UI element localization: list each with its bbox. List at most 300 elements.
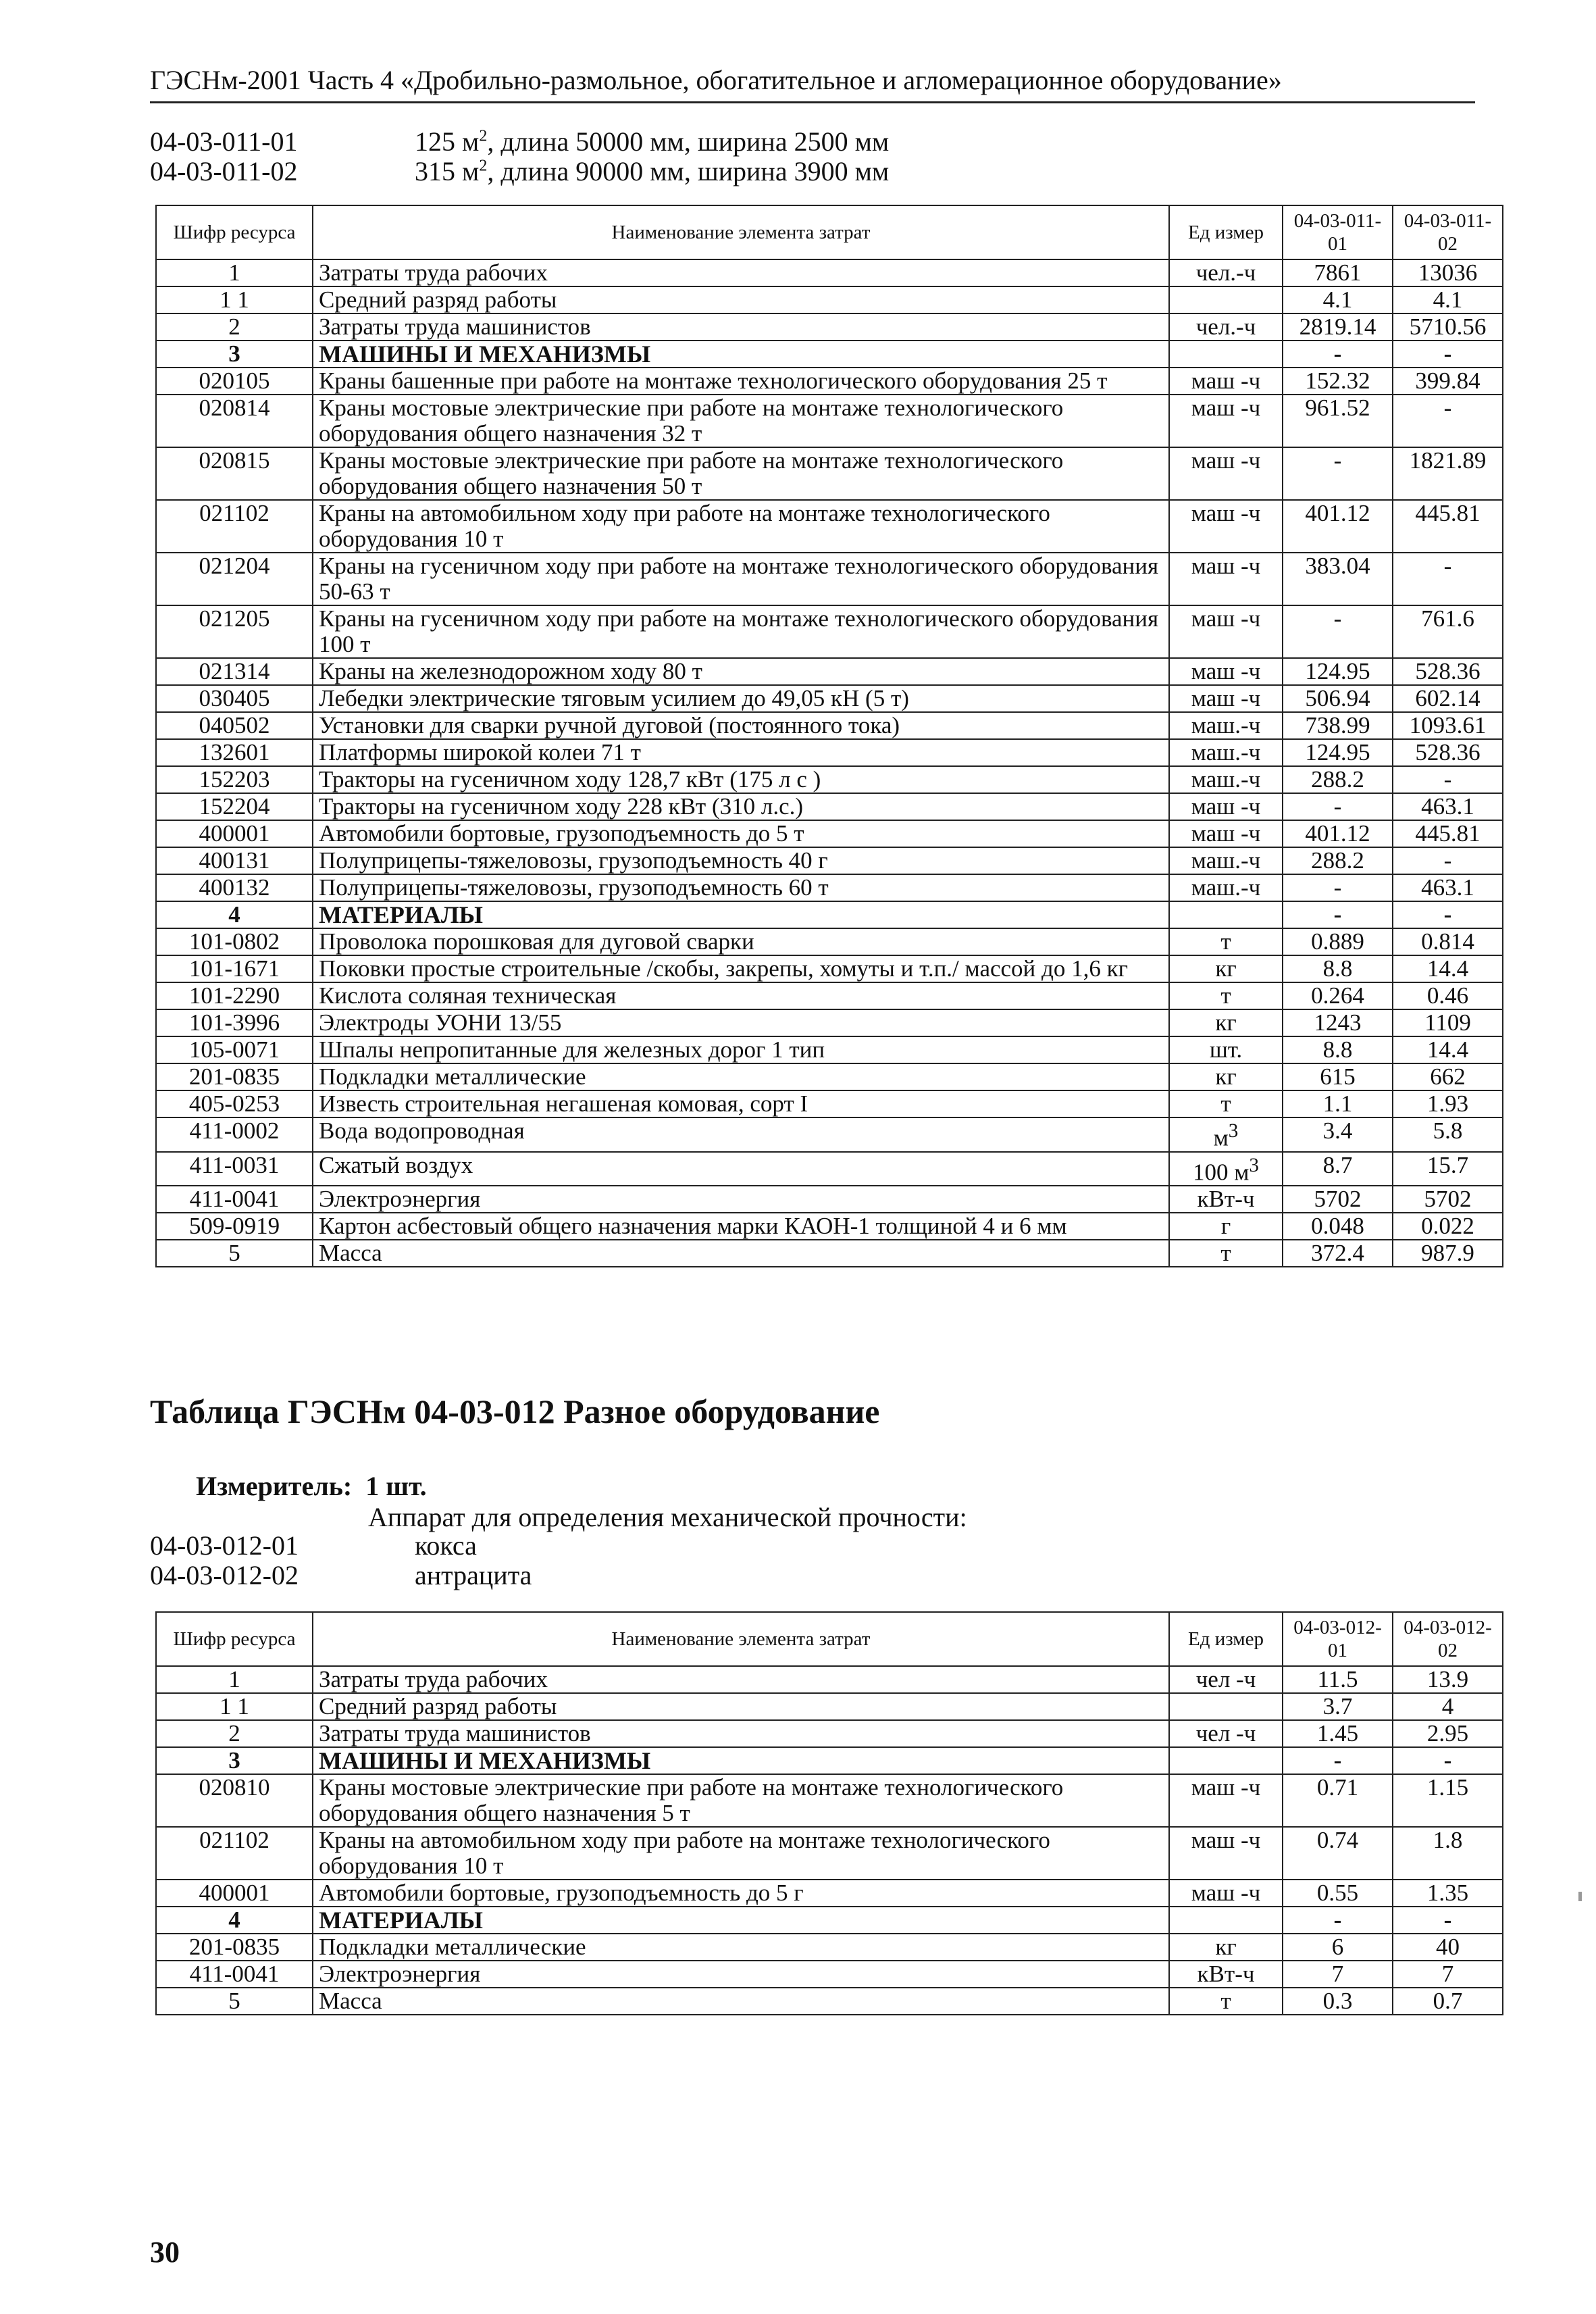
cell-code: 509-0919	[156, 1213, 313, 1240]
variant-desc	[415, 1561, 532, 1590]
table-row	[156, 1009, 1503, 1036]
cell-value-1: 6	[1283, 1934, 1393, 1961]
running-header: ГЭСНм-2001 Часть 4 «Дробильно-размольное, обогатительное и агломерационное оборудование»	[150, 64, 1475, 103]
cell-name: МАТЕРИАЛЫ	[313, 901, 1169, 928]
cell-code: 1 1	[156, 1693, 313, 1720]
cell-unit	[1169, 1880, 1283, 1907]
header-name: Наименование элемента затрат	[313, 205, 1169, 259]
cell-code: 5	[156, 1240, 313, 1267]
table-row	[156, 1063, 1503, 1090]
cell-code: 152204	[156, 793, 313, 820]
cell-value-1: 8.8	[1283, 955, 1393, 982]
table2-variant-list	[150, 1531, 532, 1590]
cell-value-1: 288.2	[1283, 766, 1393, 793]
cell-unit	[1169, 1720, 1283, 1747]
table-row	[156, 259, 1503, 286]
cell-value-1: 3.7	[1283, 1693, 1393, 1720]
variant-desc	[415, 1531, 477, 1561]
cell-unit	[1169, 259, 1283, 286]
cell-value-1: 0.3	[1283, 1988, 1393, 2015]
cell-code: 3	[156, 341, 313, 368]
cell-name: Кислота соляная техническая	[313, 982, 1169, 1009]
header-unit: Ед измер	[1169, 1612, 1283, 1666]
cell-value-1: -	[1283, 793, 1393, 820]
cost-table-04-03-012	[155, 1611, 1503, 2015]
device-caption: Аппарат для определения механической прочности:	[368, 1502, 967, 1532]
cell-code: 101-1671	[156, 955, 313, 982]
cell-name: Подкладки металлические	[313, 1063, 1169, 1090]
cell-unit-text: т	[1220, 1240, 1231, 1267]
variant-row	[150, 1531, 532, 1561]
table-row	[156, 1213, 1503, 1240]
cell-value-1: 152.32	[1283, 368, 1393, 395]
cell-value-1: -	[1283, 341, 1393, 368]
cell-value-1: -	[1283, 1907, 1393, 1934]
cell-value-1: -	[1283, 1747, 1393, 1774]
cell-value-1: 372.4	[1283, 1240, 1393, 1267]
cell-unit	[1169, 1063, 1283, 1090]
variant-code: 04-03-012-02	[150, 1560, 299, 1590]
cell-name: Полуприцепы-тяжеловозы, грузоподъемность 40 г	[313, 847, 1169, 874]
cell-unit-text: чел.-ч	[1195, 313, 1256, 340]
table-row	[156, 1117, 1503, 1152]
header-code: Шифр ресурса	[156, 1612, 313, 1666]
cell-unit	[1169, 820, 1283, 847]
cell-unit-text: маш -ч	[1191, 605, 1261, 632]
cell-unit	[1169, 874, 1283, 901]
cell-value-2: 445.81	[1393, 820, 1503, 847]
cell-unit-text: чел -ч	[1195, 1666, 1256, 1692]
cell-unit-sup: 3	[1249, 1154, 1259, 1176]
cell-unit	[1169, 1240, 1283, 1267]
cell-unit	[1169, 658, 1283, 685]
cell-unit	[1169, 685, 1283, 712]
cell-name: Краны на железнодорожном ходу 80 т	[313, 658, 1169, 685]
cell-value-1: 383.04	[1283, 553, 1393, 605]
cell-code: 1 1	[156, 286, 313, 313]
page-number: 30	[150, 2236, 180, 2269]
variant-desc-text: , длина 90000 мм, ширина 3900 мм	[487, 156, 890, 186]
cell-unit	[1169, 1666, 1283, 1693]
cell-name: Проволока порошковая для дуговой сварки	[313, 928, 1169, 955]
cell-value-1: 401.12	[1283, 500, 1393, 553]
cell-code: 020815	[156, 447, 313, 500]
table-row	[156, 685, 1503, 712]
cell-value-2: 602.14	[1393, 685, 1503, 712]
cell-value-1: 8.7	[1283, 1152, 1393, 1186]
table-row	[156, 847, 1503, 874]
cell-value-1: 1.1	[1283, 1090, 1393, 1117]
cell-unit	[1169, 1934, 1283, 1961]
cell-unit-text: маш.-ч	[1191, 874, 1261, 901]
cell-value-1: 4.1	[1283, 286, 1393, 313]
cell-name: Подкладки металлические	[313, 1934, 1169, 1961]
cell-value-1: 0.889	[1283, 928, 1393, 955]
cell-value-2: 4	[1393, 1693, 1503, 1720]
section-row	[156, 1747, 1503, 1774]
cell-unit-text: шт.	[1209, 1036, 1243, 1063]
cell-unit-text: т	[1220, 1988, 1231, 2014]
table-row	[156, 1961, 1503, 1988]
table-row	[156, 500, 1503, 553]
table-row	[156, 874, 1503, 901]
table-row	[156, 313, 1503, 341]
cell-name: Шпалы непропитанные для железных дорог 1 тип	[313, 1036, 1169, 1063]
cell-name: Автомобили бортовые, грузоподъемность до 5 г	[313, 1880, 1169, 1907]
cell-unit	[1169, 712, 1283, 739]
cell-value-2: -	[1393, 847, 1503, 874]
cell-value-1: 401.12	[1283, 820, 1393, 847]
cell-name: Картон асбестовый общего назначения марки КАОН-1 толщиной 4 и 6 мм	[313, 1213, 1169, 1240]
cell-unit	[1169, 982, 1283, 1009]
variant-desc-text: 125 м	[415, 126, 480, 157]
cell-unit	[1169, 1213, 1283, 1240]
cell-unit	[1169, 500, 1283, 553]
cell-unit-sup: 3	[1228, 1120, 1239, 1142]
cell-name: Электроэнергия	[313, 1961, 1169, 1988]
cell-unit	[1169, 1009, 1283, 1036]
cell-unit-text: м	[1213, 1124, 1229, 1151]
cell-unit-text: г	[1220, 1213, 1231, 1240]
cell-value-1: 615	[1283, 1063, 1393, 1090]
cell-value-1: 738.99	[1283, 712, 1393, 739]
table-row	[156, 1152, 1503, 1186]
cell-name: Краны на гусеничном ходу при работе на монтаже технологического оборудования 50-63 т	[313, 553, 1169, 605]
variant-desc-text: , длина 50000 мм, ширина 2500 мм	[487, 126, 890, 157]
cell-name: Краны на автомобильном ходу при работе на монтаже технологического оборудования 10 т	[313, 500, 1169, 553]
table-row	[156, 368, 1503, 395]
table-row	[156, 982, 1503, 1009]
table-row	[156, 820, 1503, 847]
cell-code: 405-0253	[156, 1090, 313, 1117]
cell-code: 411-0002	[156, 1117, 313, 1152]
cell-code: 4	[156, 901, 313, 928]
cell-code: 021205	[156, 605, 313, 658]
cell-name: Масса	[313, 1988, 1169, 2015]
scan-artifact-mark	[1578, 1892, 1582, 1901]
cell-value-1: 2819.14	[1283, 313, 1393, 341]
cell-value-2: 40	[1393, 1934, 1503, 1961]
cell-code: 101-0802	[156, 928, 313, 955]
variant-desc-text: 315 м	[415, 156, 480, 186]
cell-unit-text: кВт-ч	[1197, 1961, 1255, 1987]
cell-unit	[1169, 955, 1283, 982]
cell-value-2: -	[1393, 901, 1503, 928]
table-row	[156, 766, 1503, 793]
cell-code: 020105	[156, 368, 313, 395]
variant-desc-sup: 2	[479, 157, 488, 175]
cell-code: 020810	[156, 1774, 313, 1827]
cell-value-2: 528.36	[1393, 658, 1503, 685]
cell-unit-text: маш -ч	[1191, 820, 1261, 847]
cell-code: 400001	[156, 1880, 313, 1907]
cell-name: МАТЕРИАЛЫ	[313, 1907, 1169, 1934]
cell-value-1: 1.45	[1283, 1720, 1393, 1747]
cell-name: МАШИНЫ И МЕХАНИЗМЫ	[313, 1747, 1169, 1774]
cell-unit-text: 100 м	[1193, 1159, 1250, 1186]
cell-name: Электроды УОНИ 13/55	[313, 1009, 1169, 1036]
cell-code: 020814	[156, 395, 313, 447]
cell-unit-text: маш.-ч	[1191, 739, 1261, 765]
cell-name: Затраты труда рабочих	[313, 1666, 1169, 1693]
cell-name: Затраты труда машинистов	[313, 1720, 1169, 1747]
cell-value-2: 0.022	[1393, 1213, 1503, 1240]
cell-unit-text: маш -ч	[1191, 553, 1261, 579]
cell-unit-text: маш.-ч	[1191, 847, 1261, 874]
cell-code: 021102	[156, 1827, 313, 1880]
cell-name: Масса	[313, 1240, 1169, 1267]
table-row	[156, 395, 1503, 447]
cell-name: Средний разряд работы	[313, 1693, 1169, 1720]
cell-unit	[1169, 1186, 1283, 1213]
cell-unit	[1169, 1988, 1283, 2015]
cell-code: 2	[156, 1720, 313, 1747]
cell-value-2: 1.35	[1393, 1880, 1503, 1907]
cell-value-1: 0.048	[1283, 1213, 1393, 1240]
cell-unit	[1169, 395, 1283, 447]
cell-name: Средний разряд работы	[313, 286, 1169, 313]
cell-value-2: 463.1	[1393, 793, 1503, 820]
cell-value-2: 5.8	[1393, 1117, 1503, 1152]
meter-line	[196, 1470, 427, 1502]
cell-name: Платформы широкой колеи 71 т	[313, 739, 1169, 766]
cell-value-1: 11.5	[1283, 1666, 1393, 1693]
cell-code: 021102	[156, 500, 313, 553]
cell-unit-text: маш -ч	[1191, 395, 1261, 421]
cell-code: 1	[156, 1666, 313, 1693]
cell-unit-text: кг	[1215, 955, 1237, 982]
variant-row	[150, 127, 889, 157]
cell-code: 101-3996	[156, 1009, 313, 1036]
cell-value-2: 1.8	[1393, 1827, 1503, 1880]
cell-value-2: 2.95	[1393, 1720, 1503, 1747]
cell-name: Установки для сварки ручной дуговой (постоянного тока)	[313, 712, 1169, 739]
table1-variant-list	[150, 127, 889, 186]
cell-code: 411-0041	[156, 1186, 313, 1213]
cell-value-2: 463.1	[1393, 874, 1503, 901]
section-row	[156, 1907, 1503, 1934]
cell-code: 021314	[156, 658, 313, 685]
cell-name: МАШИНЫ И МЕХАНИЗМЫ	[313, 341, 1169, 368]
cell-unit	[1169, 1090, 1283, 1117]
cell-unit	[1169, 1693, 1283, 1720]
cell-value-2: 1.15	[1393, 1774, 1503, 1827]
variant-row	[150, 157, 889, 186]
variant-code: 04-03-011-01	[150, 126, 298, 157]
cell-code: 2	[156, 313, 313, 341]
cell-unit-text: маш -ч	[1191, 1827, 1261, 1853]
cell-code: 030405	[156, 685, 313, 712]
header-col1: 04-03-012-01	[1283, 1612, 1393, 1666]
cell-value-2: 761.6	[1393, 605, 1503, 658]
cell-value-2: 0.46	[1393, 982, 1503, 1009]
table-title: Таблица ГЭСНм 04-03-012 Разное оборудование	[150, 1392, 880, 1430]
table-row	[156, 1666, 1503, 1693]
cell-unit	[1169, 1036, 1283, 1063]
cell-value-2: -	[1393, 766, 1503, 793]
header-code: Шифр ресурса	[156, 205, 313, 259]
variant-desc-text: кокса	[415, 1530, 477, 1561]
cell-name: Электроэнергия	[313, 1186, 1169, 1213]
cell-code: 3	[156, 1747, 313, 1774]
cell-name: Тракторы на гусеничном ходу 228 кВт (310 л.с.)	[313, 793, 1169, 820]
cell-value-2: 14.4	[1393, 955, 1503, 982]
cell-code: 201-0835	[156, 1934, 313, 1961]
table-row	[156, 1090, 1503, 1117]
cell-unit-text: чел.-ч	[1195, 259, 1256, 286]
cell-unit	[1169, 605, 1283, 658]
cell-unit-text: маш -ч	[1191, 500, 1261, 526]
cell-code: 400001	[156, 820, 313, 847]
cell-code: 1	[156, 259, 313, 286]
cell-value-2: 5710.56	[1393, 313, 1503, 341]
section-row	[156, 901, 1503, 928]
cell-unit	[1169, 901, 1283, 928]
cell-value-2: 1821.89	[1393, 447, 1503, 500]
cell-unit	[1169, 286, 1283, 313]
cell-name: Известь строительная негашеная комовая, сорт I	[313, 1090, 1169, 1117]
variant-desc	[415, 127, 889, 157]
table-row	[156, 1774, 1503, 1827]
cell-value-2: 4.1	[1393, 286, 1503, 313]
cell-name: Поковки простые строительные /скобы, закрепы, хомуты и т.п./ массой до 1,6 кг	[313, 955, 1169, 982]
cell-value-2: 399.84	[1393, 368, 1503, 395]
variant-row	[150, 1561, 532, 1590]
cell-value-2: 662	[1393, 1063, 1503, 1090]
cell-code: 411-0031	[156, 1152, 313, 1186]
cell-value-2: 1109	[1393, 1009, 1503, 1036]
table-row	[156, 1934, 1503, 1961]
cell-unit	[1169, 1907, 1283, 1934]
cell-name: Краны мостовые электрические при работе на монтаже технологического оборудования общего назначения 5 т	[313, 1774, 1169, 1827]
table-row	[156, 605, 1503, 658]
cell-name: Лебедки электрические тяговым усилием до 49,05 кН (5 т)	[313, 685, 1169, 712]
cell-code: 021204	[156, 553, 313, 605]
cell-value-1: 124.95	[1283, 739, 1393, 766]
variant-code: 04-03-011-02	[150, 156, 298, 186]
variant-desc-sup: 2	[479, 127, 488, 145]
table-row	[156, 1827, 1503, 1880]
cell-unit-text: кг	[1215, 1009, 1237, 1036]
cell-value-2: 13036	[1393, 259, 1503, 286]
cell-code: 5	[156, 1988, 313, 2015]
cell-code: 201-0835	[156, 1063, 313, 1090]
cell-value-2: 987.9	[1393, 1240, 1503, 1267]
cell-value-2: 1093.61	[1393, 712, 1503, 739]
header-col1: 04-03-011-01	[1283, 205, 1393, 259]
cell-unit-text: маш -ч	[1191, 1774, 1261, 1801]
cell-code: 152203	[156, 766, 313, 793]
table-row	[156, 286, 1503, 313]
cell-unit	[1169, 847, 1283, 874]
cell-unit-text: чел -ч	[1195, 1720, 1256, 1746]
cell-name: Вода водопроводная	[313, 1117, 1169, 1152]
cell-unit	[1169, 766, 1283, 793]
cell-value-1: 124.95	[1283, 658, 1393, 685]
variant-desc-text: антрацита	[415, 1560, 532, 1590]
cell-value-2: -	[1393, 395, 1503, 447]
header-col2: 04-03-012-02	[1393, 1612, 1503, 1666]
cell-value-2: -	[1393, 1907, 1503, 1934]
cell-value-2: 14.4	[1393, 1036, 1503, 1063]
cell-value-1: 0.71	[1283, 1774, 1393, 1827]
table-row	[156, 1036, 1503, 1063]
cell-unit	[1169, 553, 1283, 605]
cell-value-1: 288.2	[1283, 847, 1393, 874]
cell-name: Полуприцепы-тяжеловозы, грузоподъемность 60 т	[313, 874, 1169, 901]
header-name: Наименование элемента затрат	[313, 1612, 1169, 1666]
cell-value-1: -	[1283, 605, 1393, 658]
table-row	[156, 739, 1503, 766]
cell-value-2: 528.36	[1393, 739, 1503, 766]
table-row	[156, 658, 1503, 685]
cell-unit-text: маш -ч	[1191, 793, 1261, 820]
cell-unit	[1169, 1117, 1283, 1152]
cell-value-2: 5702	[1393, 1186, 1503, 1213]
cell-value-1: 7	[1283, 1961, 1393, 1988]
cell-value-2: 445.81	[1393, 500, 1503, 553]
table-row	[156, 553, 1503, 605]
table-row	[156, 712, 1503, 739]
cell-name: Краны на автомобильном ходу при работе на монтаже технологического оборудования 10 т	[313, 1827, 1169, 1880]
cell-value-2: -	[1393, 341, 1503, 368]
cell-name: Тракторы на гусеничном ходу 128,7 кВт (175 л с )	[313, 766, 1169, 793]
cell-unit	[1169, 1774, 1283, 1827]
variant-desc	[415, 157, 889, 186]
cell-value-1: -	[1283, 874, 1393, 901]
cell-code: 132601	[156, 739, 313, 766]
cell-name: Краны мостовые электрические при работе на монтаже технологического оборудования общего назначения 32 т	[313, 395, 1169, 447]
cell-value-1: 8.8	[1283, 1036, 1393, 1063]
cell-unit	[1169, 368, 1283, 395]
cell-value-1: 7861	[1283, 259, 1393, 286]
cell-unit-text: кВт-ч	[1197, 1186, 1255, 1213]
cell-name: Затраты труда машинистов	[313, 313, 1169, 341]
cell-value-1: 3.4	[1283, 1117, 1393, 1152]
header-col2: 04-03-011-02	[1393, 205, 1503, 259]
cell-name: Краны мостовые электрические при работе на монтаже технологического оборудования общего назначения 50 т	[313, 447, 1169, 500]
cell-code: 400131	[156, 847, 313, 874]
cell-code: 040502	[156, 712, 313, 739]
table-row	[156, 447, 1503, 500]
cell-unit-text: маш.-ч	[1191, 712, 1261, 738]
cell-unit-text: маш.-ч	[1191, 766, 1261, 793]
cell-value-2: -	[1393, 553, 1503, 605]
cell-code: 411-0041	[156, 1961, 313, 1988]
cell-unit	[1169, 1747, 1283, 1774]
cell-value-2: 15.7	[1393, 1152, 1503, 1186]
table-row	[156, 928, 1503, 955]
cost-table-04-03-011	[155, 205, 1503, 1267]
cell-unit-text: т	[1220, 1090, 1231, 1117]
cell-value-2: 7	[1393, 1961, 1503, 1988]
table-row	[156, 1240, 1503, 1267]
cell-unit	[1169, 739, 1283, 766]
cell-unit-text: маш -ч	[1191, 1880, 1261, 1906]
cell-value-1: 506.94	[1283, 685, 1393, 712]
cell-unit-text: кг	[1215, 1934, 1237, 1960]
cell-unit-text: т	[1220, 982, 1231, 1009]
cell-unit-text: маш -ч	[1191, 685, 1261, 711]
cell-unit	[1169, 1961, 1283, 1988]
header-unit: Ед измер	[1169, 205, 1283, 259]
cell-value-1: 961.52	[1283, 395, 1393, 447]
variant-code: 04-03-012-01	[150, 1530, 299, 1561]
table-row	[156, 793, 1503, 820]
cell-code: 105-0071	[156, 1036, 313, 1063]
cell-unit	[1169, 447, 1283, 500]
table-row	[156, 1880, 1503, 1907]
